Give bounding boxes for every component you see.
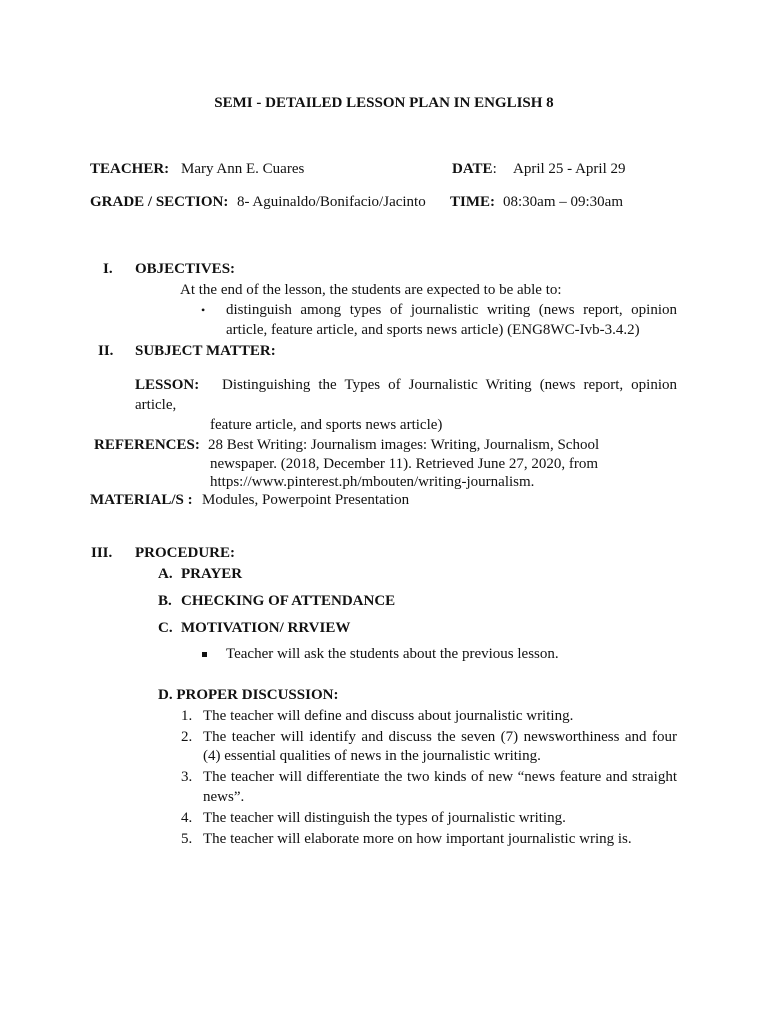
objectives-numeral: I. [103,261,113,277]
procedure-item-b-label: CHECKING OF ATTENDANCE [181,593,396,609]
references-line2: newspaper. (2018, December 11). Retrieved June 27, 2020, from [210,456,599,472]
date-colon: : [492,161,497,177]
lesson-line3: feature article, and sports news article) [210,417,443,433]
discussion-item-3-line1: The teacher will differentiate the two kinds of new “news feature and straight [203,769,677,785]
subject-matter-heading: SUBJECT MATTER: [135,343,276,359]
teacher-label: TEACHER: [90,161,170,177]
procedure-heading: PROCEDURE: [135,545,235,561]
teacher-value: Mary Ann E. Cuares [181,161,305,177]
objectives-heading: OBJECTIVES: [135,261,236,277]
time-value: 08:30am – 09:30am [503,194,623,210]
references-label: REFERENCES: [94,437,200,453]
discussion-item-5-text: The teacher will elaborate more on how important journalistic wring is. [203,831,632,847]
objectives-intro: At the end of the lesson, the students are expected to be able to: [180,282,562,298]
motivation-bullet-text: Teacher will ask the students about the previous lesson. [226,646,559,662]
discussion-item-4-text: The teacher will distinguish the types of journalistic writing. [203,810,566,826]
objective-bullet-line2: article, feature article, and sports news article) (ENG8WC-Ivb-3.4.2) [226,322,640,338]
objective-bullet-line1: distinguish among types of journalistic writing (news report, opinion [226,302,677,318]
square-bullet-icon [202,652,207,657]
discussion-item-2-line1: The teacher will identify and discuss the seven (7) newsworthiness and four [203,729,677,745]
materials-label: MATERIAL/S : [90,492,193,508]
objective-bullet-icon: • [201,303,206,317]
date-label-group [452,159,497,179]
procedure-item-c-letter: C. [158,620,173,636]
references-line1: 28 Best Writing: Journalism images: Writing, Journalism, School [208,437,600,453]
date-label: DATE [452,161,493,177]
discussion-item-5-num: 5. [181,831,193,847]
procedure-item-a-letter: A. [158,566,173,582]
discussion-item-3-num: 3. [181,769,193,785]
discussion-item-4-num: 4. [181,810,193,826]
references-line3: https://www.pinterest.ph/mbouten/writing-journalism. [210,474,535,490]
date-value: April 25 - April 29 [513,161,626,177]
discussion-item-2-num: 2. [181,729,193,745]
procedure-item-c-label: MOTIVATION/ RRVIEW [181,620,351,636]
procedure-item-b-letter: B. [158,593,172,609]
time-label: TIME: [450,194,495,210]
materials-value: Modules, Powerpoint Presentation [202,492,410,508]
lesson-label: LESSON: [135,377,200,393]
procedure-item-a-label: PRAYER [181,566,243,582]
discussion-item-2-line2: (4) essential qualities of news in the journalistic writing. [203,748,541,764]
discussion-item-3-line2: news”. [203,789,245,805]
subject-matter-numeral: II. [98,343,114,359]
lesson-line2: article, [135,397,177,413]
procedure-numeral: III. [91,545,113,561]
grade-section-label: GRADE / SECTION: [90,194,229,210]
discussion-heading: D. PROPER DISCUSSION: [158,687,339,703]
grade-section-value: 8- Aguinaldo/Bonifacio/Jacinto [237,194,426,210]
document-title: SEMI - DETAILED LESSON PLAN IN ENGLISH 8 [214,95,554,111]
discussion-item-1-num: 1. [181,708,193,724]
lesson-line1: Distinguishing the Types of Journalistic Writing (news report, opinion [222,377,677,393]
discussion-item-1-text: The teacher will define and discuss about journalistic writing. [203,708,574,724]
